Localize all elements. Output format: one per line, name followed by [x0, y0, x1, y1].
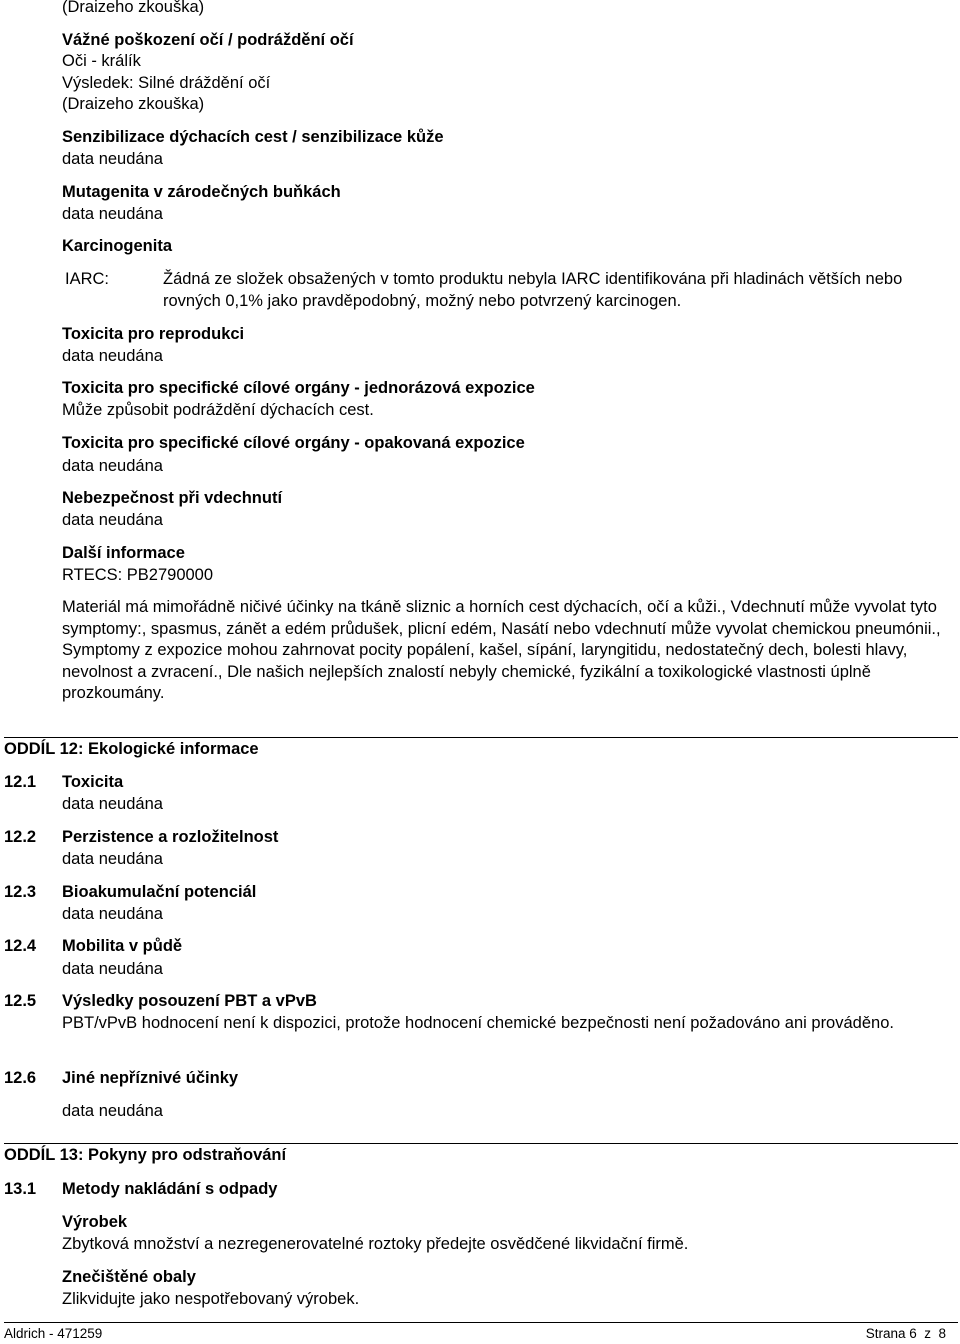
- item-number: 13.1: [4, 1180, 37, 1198]
- packaging-text: Zlikvidujte jako nespotřebovaný výrobek.: [62, 1290, 360, 1308]
- item-heading: Toxicita: [62, 773, 124, 791]
- eye-line: Výsledek: Silné dráždění očí: [62, 74, 271, 92]
- item-number: 12.4: [4, 937, 37, 955]
- item-value: data neudána: [62, 795, 163, 813]
- item-heading: Výsledky posouzení PBT a vPvB: [62, 992, 317, 1010]
- eye-line: Oči - králík: [62, 52, 141, 70]
- item-heading: Jiné nepříznivé účinky: [62, 1069, 239, 1087]
- eye-line: (Draizeho zkouška): [62, 95, 205, 113]
- stot-se-heading: Toxicita pro specifické cílové orgány - jednorázová expozice: [62, 379, 535, 397]
- item-heading: Perzistence a rozložitelnost: [62, 828, 279, 846]
- item-number: 12.6: [4, 1069, 37, 1087]
- sens-heading: Senzibilizace dýchacích cest / senzibilizace kůže: [62, 128, 444, 146]
- item-number: 12.2: [4, 828, 37, 846]
- section-divider: [4, 737, 958, 738]
- muta-heading: Mutagenita v zárodečných buňkách: [62, 183, 341, 201]
- stot-re-value: data neudána: [62, 457, 163, 475]
- item-number: 12.1: [4, 773, 37, 791]
- section-divider: [4, 1143, 958, 1144]
- aspiration-value: data neudána: [62, 511, 163, 529]
- item-value: data neudána: [62, 905, 163, 923]
- item-value: data neudána: [62, 1102, 163, 1120]
- carc-heading: Karcinogenita: [62, 237, 173, 255]
- footer-product-code: Aldrich - 471259: [4, 1326, 103, 1341]
- rtecs-number: RTECS: PB2790000: [62, 566, 214, 584]
- stot-se-value: Může způsobit podráždění dýchacích cest.: [62, 401, 374, 419]
- item-heading: Metody nakládání s odpady: [62, 1180, 278, 1198]
- item-value: PBT/vPvB hodnocení není k dispozici, protože hodnocení chemické bezpečnosti není požadováno ani prováděno.: [62, 1014, 894, 1032]
- item-heading: Bioakumulační potenciál: [62, 883, 257, 901]
- product-heading: Výrobek: [62, 1213, 128, 1231]
- aspiration-heading: Nebezpečnost při vdechnutí: [62, 489, 283, 507]
- sens-value: data neudána: [62, 150, 163, 168]
- intro-line: (Draizeho zkouška): [62, 0, 205, 16]
- other-info-heading: Další informace: [62, 544, 185, 562]
- iarc-label: IARC:: [65, 270, 110, 288]
- eye-heading: Vážné poškození očí / podráždění očí: [62, 31, 354, 49]
- repro-value: data neudána: [62, 347, 163, 365]
- product-text: Zbytková množství a nezregenerovatelné roztoky předejte osvědčené likvidační firmě.: [62, 1235, 689, 1253]
- item-value: data neudána: [62, 960, 163, 978]
- item-value: data neudána: [62, 850, 163, 868]
- footer-page-number: Strana 6 z 8: [865, 1326, 946, 1341]
- other-info-text: Materiál má mimořádně ničivé účinky na tkáně sliznic a horních cest dýchacích, očí a kůži., Vdechnutí může vyvolat tyto symptomy:, spasmus, zánět a edém průdušek, plicní edém, Nasátí nebo vdechnutí může vyvolat chemickou pneumónii., Symptomy z expozice mohou zahrnovat pocity popálení, kašel, sípání, laryngitidu, nedostatečný dech, bolesti hlavy, nevolnost a zvracení., Dle našich nejlepších znalostí nebyly chemické, fyzikální a toxikologické vlastnosti úplně prozkoumány.: [62, 598, 941, 702]
- section12-title: ODDÍL 12: Ekologické informace: [4, 740, 259, 758]
- stot-re-heading: Toxicita pro specifické cílové orgány - opakovaná expozice: [62, 434, 525, 452]
- iarc-text: Žádná ze složek obsažených v tomto produktu nebyla IARC identifikována při hladinách větších nebo rovných 0,1% jako pravděpodobný, možný nebo potvrzený karcinogen.: [163, 270, 903, 310]
- muta-value: data neudána: [62, 205, 163, 223]
- item-number: 12.5: [4, 992, 37, 1010]
- section13-title: ODDÍL 13: Pokyny pro odstraňování: [4, 1146, 287, 1164]
- packaging-heading: Znečištěné obaly: [62, 1268, 196, 1286]
- footer-divider: [4, 1322, 958, 1323]
- item-heading: Mobilita v půdě: [62, 937, 183, 955]
- item-number: 12.3: [4, 883, 37, 901]
- repro-heading: Toxicita pro reprodukci: [62, 325, 245, 343]
